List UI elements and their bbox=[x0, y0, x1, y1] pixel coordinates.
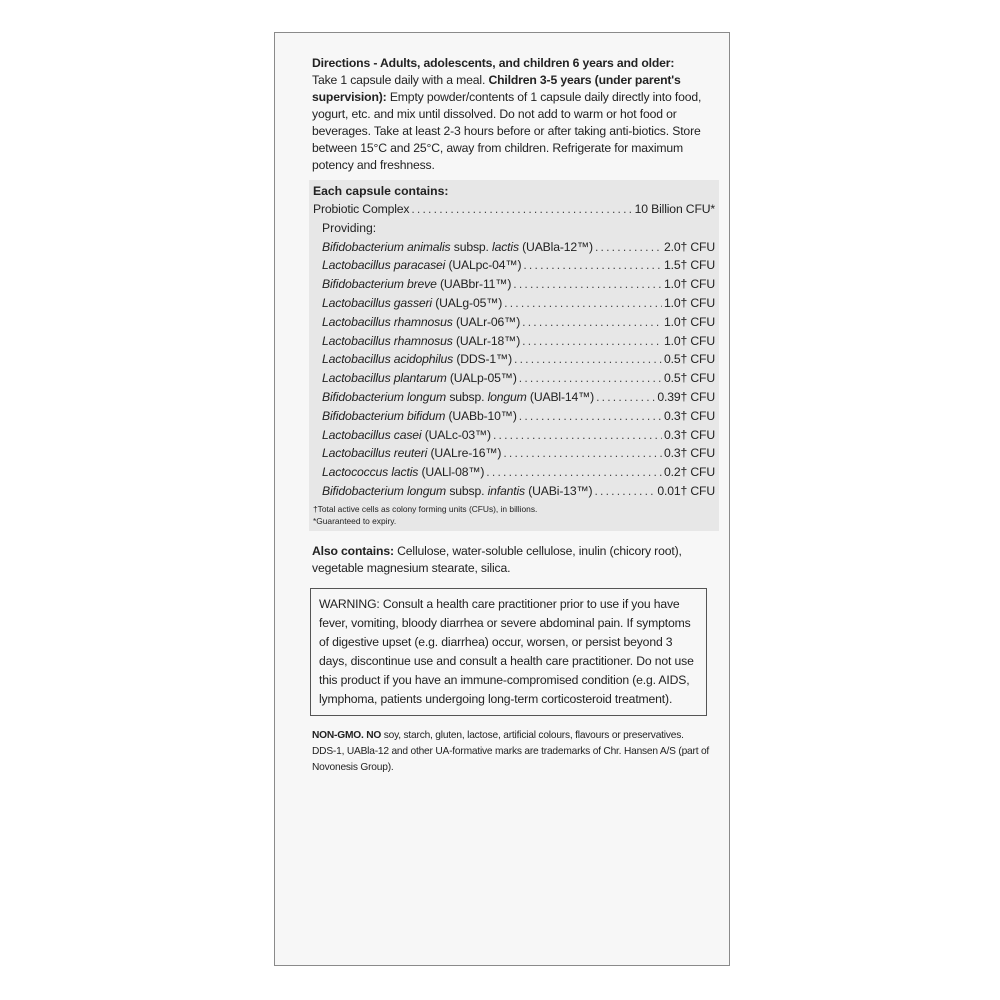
strain-value: 0.3† CFU bbox=[664, 446, 715, 461]
directions-section bbox=[312, 55, 717, 174]
strain-row bbox=[313, 388, 715, 407]
strain-subspecies: infantis bbox=[487, 483, 525, 498]
strain-code: (UABla-12™) bbox=[522, 239, 593, 254]
warning-box bbox=[310, 588, 707, 716]
strain-row bbox=[313, 275, 715, 294]
strain-species: Lactobacillus reuteri bbox=[322, 446, 428, 461]
product-label-panel bbox=[274, 32, 730, 966]
strain-value: 2.0† CFU bbox=[664, 239, 715, 254]
children-directions: Empty powder/contents of 1 capsule daily directly into food, yogurt, etc. and mix until dissolved. Do not add to warm or hot food or beverages. Take at least 2-3 hours before or after taking anti-biotics. Store between 15°C and 25°C, away from children. Refrigerate for maximum potency and freshness. bbox=[312, 90, 702, 172]
strain-code: (UABi-13™) bbox=[528, 483, 593, 498]
also-contains-section bbox=[312, 543, 717, 577]
strain-name bbox=[322, 238, 593, 257]
dot-leader bbox=[596, 388, 655, 407]
dot-leader bbox=[522, 332, 662, 351]
dot-leader bbox=[595, 238, 662, 257]
strain-row bbox=[313, 313, 715, 332]
strain-name bbox=[322, 350, 512, 369]
strain-species: Lactobacillus paracasei bbox=[322, 258, 446, 273]
strain-value: 0.2† CFU bbox=[664, 465, 715, 480]
dot-leader bbox=[504, 294, 662, 313]
trademark-statement: DDS-1, UABla-12 and other UA-formative marks are trademarks of Chr. Hansen A/S (part of Novonesis Group). bbox=[312, 745, 710, 773]
dot-leader bbox=[486, 463, 662, 482]
strain-code: (UALre-16™) bbox=[430, 446, 502, 461]
strain-species: Lactobacillus rhamnosus bbox=[322, 314, 453, 329]
strain-code: (UALg-05™) bbox=[435, 295, 503, 310]
strain-value: 0.5† CFU bbox=[664, 371, 715, 386]
strain-row bbox=[313, 463, 715, 482]
strain-code: (UALr-18™) bbox=[455, 333, 521, 348]
dot-leader bbox=[493, 426, 662, 445]
strain-name bbox=[322, 426, 491, 445]
also-contains-text: Cellulose, water-soluble cellulose, inulin (chicory root), vegetable magnesium stearate, silica. bbox=[312, 543, 682, 575]
strain-species: Bifidobacterium longum bbox=[322, 389, 447, 404]
non-gmo-text: soy, starch, gluten, lactose, artificial colours, flavours or preservatives. bbox=[383, 729, 684, 741]
strain-name bbox=[322, 482, 592, 501]
strain-species: Lactococcus lactis bbox=[322, 465, 419, 480]
strain-value: 0.01† CFU bbox=[657, 483, 715, 498]
strain-name bbox=[322, 256, 521, 275]
strain-name bbox=[322, 369, 517, 388]
strain-row bbox=[313, 444, 715, 463]
strain-subsp-word: subsp. bbox=[449, 389, 485, 404]
strain-row bbox=[313, 407, 715, 426]
dot-leader bbox=[514, 350, 662, 369]
capsule-heading: Each capsule contains: bbox=[313, 184, 449, 198]
strain-code: (UABbr-11™) bbox=[439, 277, 512, 292]
strain-subspecies: lactis bbox=[492, 239, 519, 254]
strain-code: (UABl-14™) bbox=[529, 389, 595, 404]
probiotic-complex-name: Probiotic Complex bbox=[313, 202, 410, 216]
strain-code: (UALpc-04™) bbox=[448, 258, 522, 273]
dot-leader bbox=[522, 313, 662, 332]
strain-name bbox=[322, 388, 594, 407]
strain-species: Lactobacillus gasseri bbox=[322, 295, 432, 310]
footnote-expiry: *Guaranteed to expiry. bbox=[313, 515, 397, 526]
strain-value: 0.39† CFU bbox=[657, 389, 715, 404]
dot-leader bbox=[513, 275, 662, 294]
dot-leader bbox=[523, 256, 662, 275]
strain-species: Bifidobacterium breve bbox=[322, 277, 437, 292]
strain-name bbox=[322, 294, 502, 313]
strain-row bbox=[313, 332, 715, 351]
strain-name bbox=[322, 275, 511, 294]
dot-leader bbox=[519, 407, 662, 426]
strain-list bbox=[313, 238, 715, 501]
strain-value: 0.3† CFU bbox=[664, 408, 715, 423]
strain-row bbox=[313, 426, 715, 445]
strain-value: 1.0† CFU bbox=[664, 333, 715, 348]
strain-value: 1.0† CFU bbox=[664, 295, 715, 310]
strain-species: Lactobacillus acidophilus bbox=[322, 352, 454, 367]
strain-row bbox=[313, 369, 715, 388]
strain-name bbox=[322, 313, 520, 332]
strain-value: 0.5† CFU bbox=[664, 352, 715, 367]
also-contains-heading: Also contains: bbox=[312, 543, 394, 558]
providing-label: Providing: bbox=[322, 220, 377, 235]
strain-code: (UALc-03™) bbox=[424, 427, 491, 442]
strain-code: (DDS-1™) bbox=[456, 352, 513, 367]
strain-value: 1.0† CFU bbox=[664, 314, 715, 329]
strain-name bbox=[322, 407, 517, 426]
strain-name bbox=[322, 463, 484, 482]
dot-leader bbox=[519, 369, 662, 388]
strain-row bbox=[313, 238, 715, 257]
strain-code: (UALr-06™) bbox=[455, 314, 521, 329]
adult-directions: Take 1 capsule daily with a meal. bbox=[312, 73, 486, 87]
non-gmo-statement bbox=[312, 728, 717, 744]
strain-species: Bifidobacterium bifidum bbox=[322, 408, 446, 423]
directions-heading: Directions - Adults, adolescents, and children 6 years and older: bbox=[312, 56, 675, 70]
strain-name bbox=[322, 444, 501, 463]
strain-value: 0.3† CFU bbox=[664, 427, 715, 442]
strain-subsp-word: subsp. bbox=[453, 239, 489, 254]
non-gmo-heading: NON-GMO. NO bbox=[312, 729, 382, 741]
strain-row bbox=[313, 350, 715, 369]
probiotic-complex-value: 10 Billion CFU* bbox=[634, 202, 715, 216]
strain-species: Lactobacillus casei bbox=[322, 427, 422, 442]
strain-code: (UALp-05™) bbox=[449, 371, 517, 386]
capsule-contents-box bbox=[309, 180, 719, 531]
dot-leader bbox=[411, 200, 632, 219]
strain-code: (UABb-10™) bbox=[448, 408, 517, 423]
strain-species: Lactobacillus rhamnosus bbox=[322, 333, 453, 348]
strain-value: 1.5† CFU bbox=[664, 258, 715, 273]
strain-subsp-word: subsp. bbox=[449, 483, 485, 498]
strain-row bbox=[313, 482, 715, 501]
strain-species: Lactobacillus plantarum bbox=[322, 371, 447, 386]
warning-text: WARNING: Consult a health care practitioner prior to use if you have fever, vomiting, bloody diarrhea or severe abdominal pain. If symptoms of digestive upset (e.g. diarrhea) occur, worsen, or persist beyond 3 days, discontinue use and consult a health care practitioner. Do not use this product if you have an immune-compromised condition (e.g. AIDS, lymphoma, patients undergoing long-term corticosteroid treatment). bbox=[319, 596, 694, 706]
strain-row bbox=[313, 294, 715, 313]
dot-leader bbox=[503, 444, 662, 463]
strain-name bbox=[322, 332, 520, 351]
children-directions-heading: Children 3-5 years (under parent's supervision): bbox=[312, 73, 681, 104]
strain-species: Bifidobacterium animalis bbox=[322, 239, 451, 254]
strain-row bbox=[313, 256, 715, 275]
strain-species: Bifidobacterium longum bbox=[322, 483, 447, 498]
strain-subspecies: longum bbox=[487, 389, 527, 404]
footnote-cfu: †Total active cells as colony forming units (CFUs), in billions. bbox=[313, 503, 538, 514]
strain-code: (UALl-08™) bbox=[421, 465, 485, 480]
label-content bbox=[312, 55, 717, 776]
strain-value: 1.0† CFU bbox=[664, 277, 715, 292]
probiotic-complex-row bbox=[313, 200, 715, 219]
dot-leader bbox=[594, 482, 655, 501]
